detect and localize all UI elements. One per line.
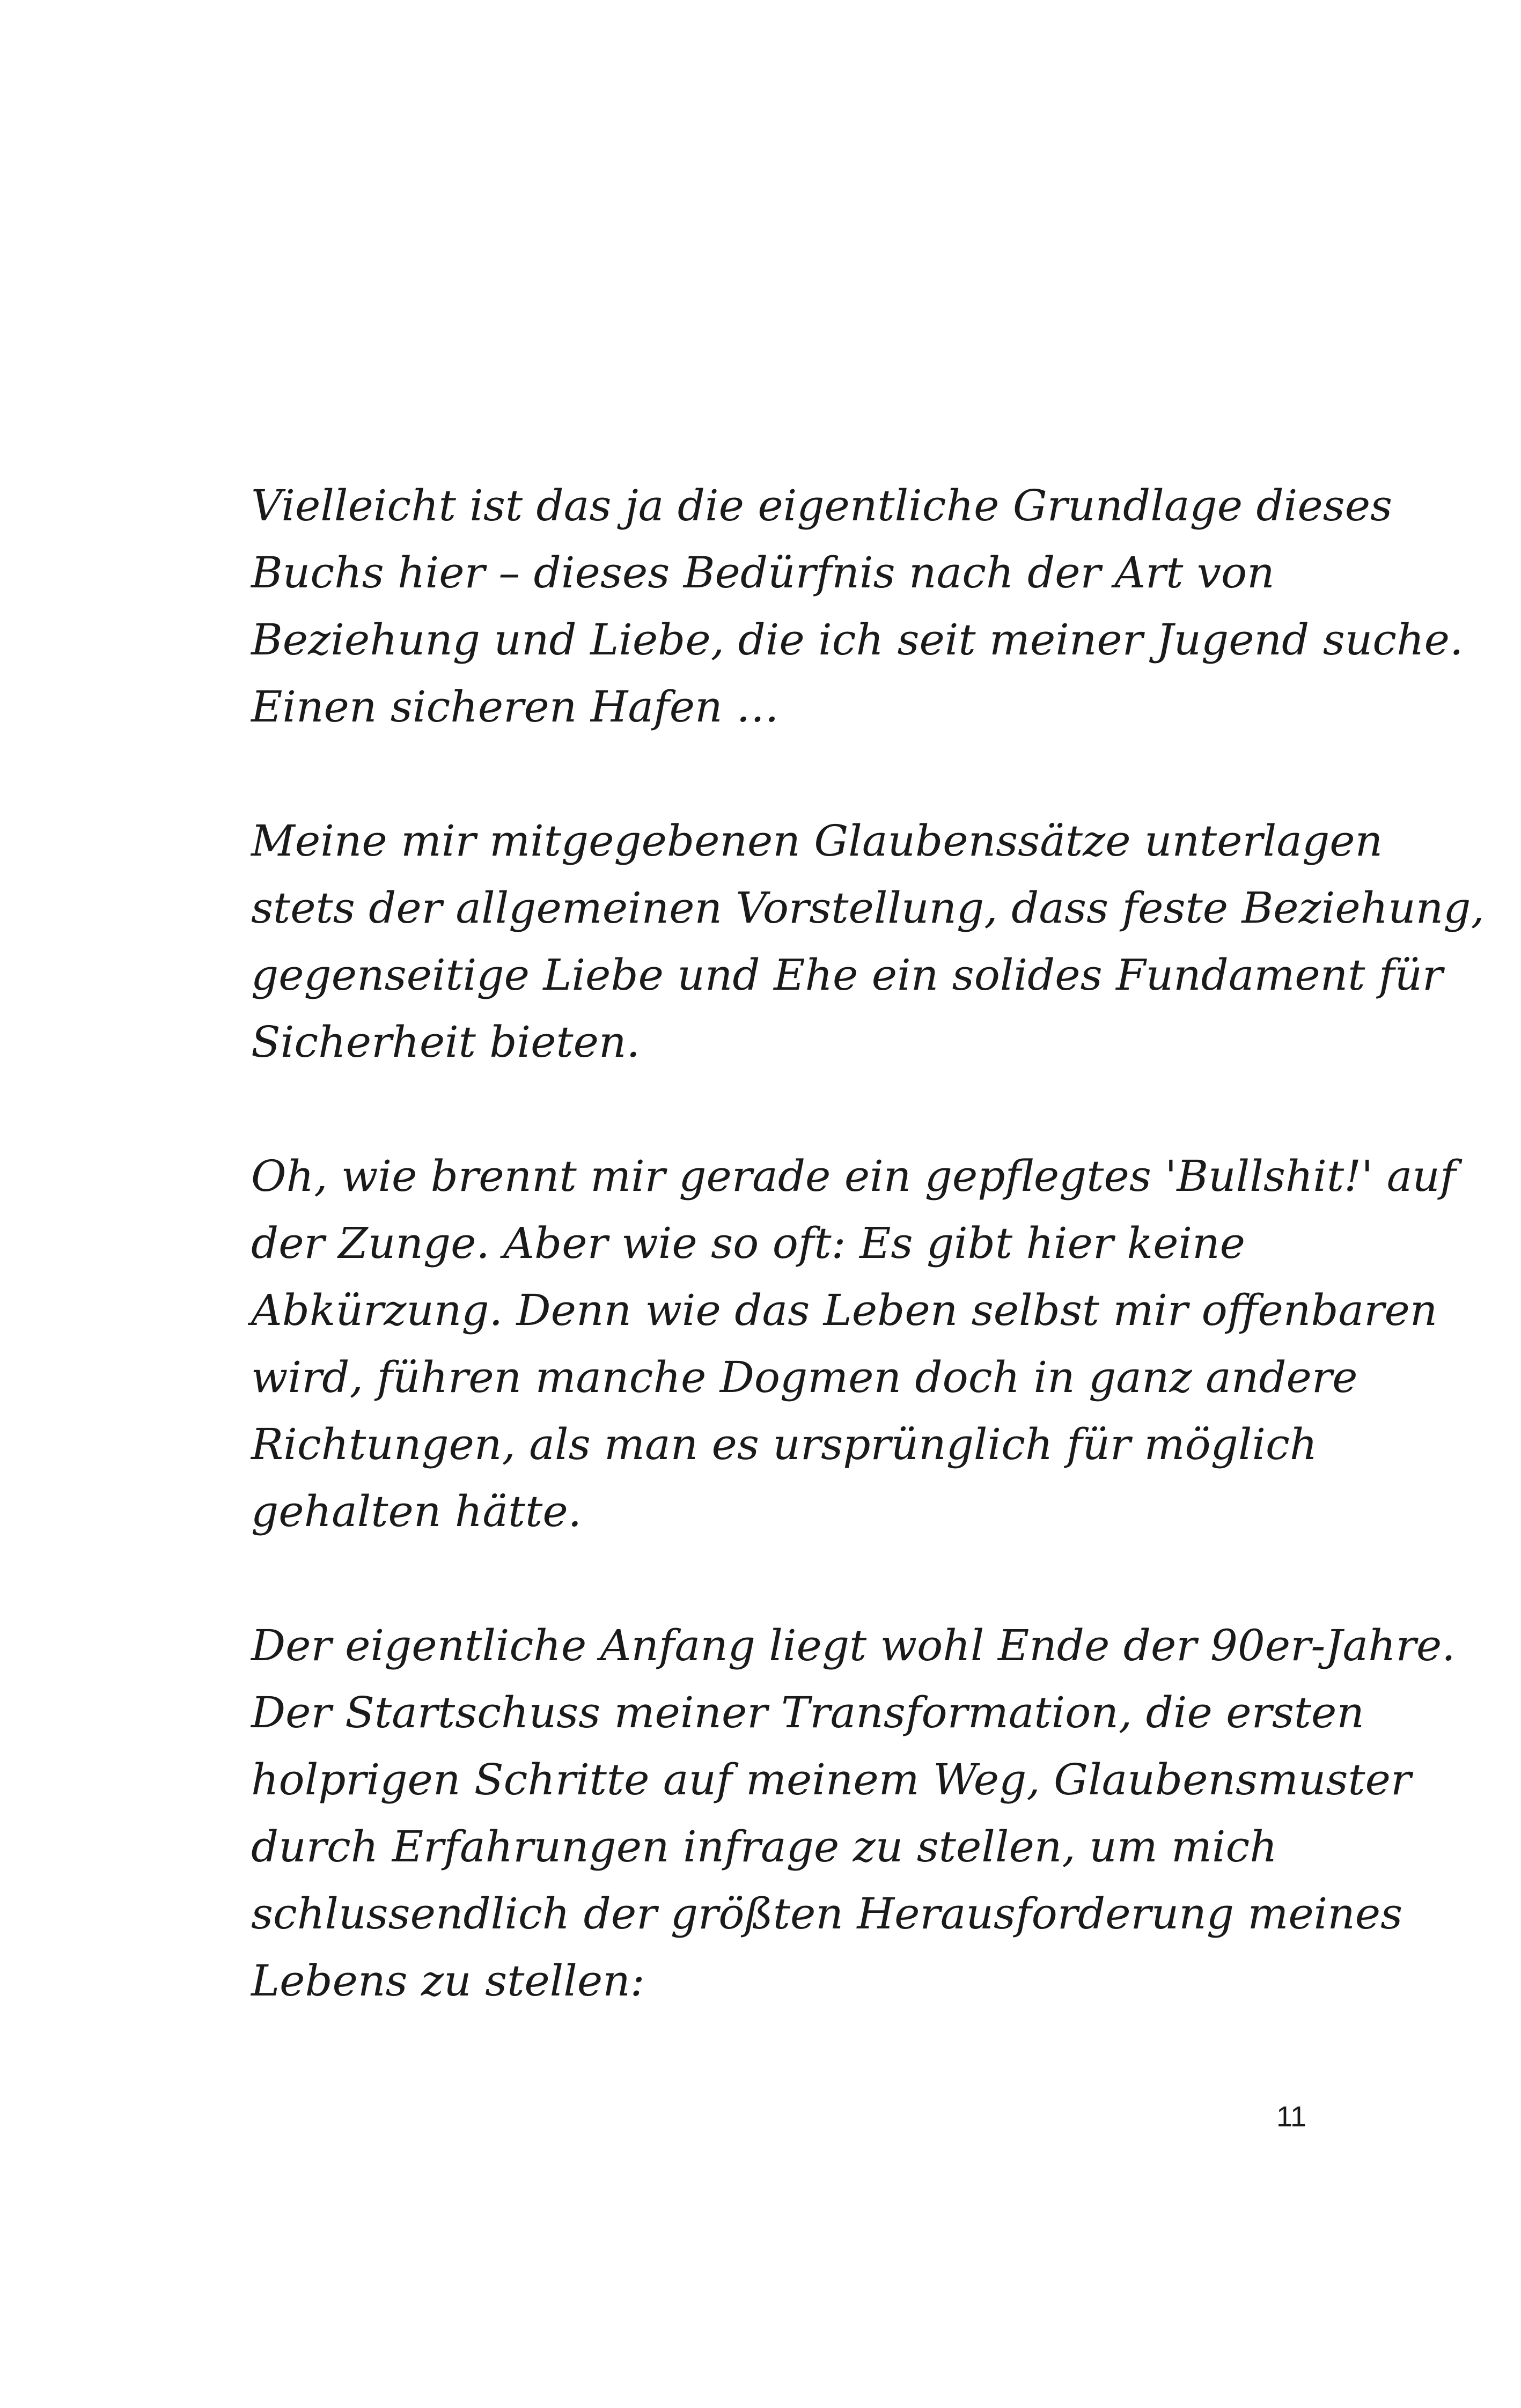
paragraph-4 xyxy=(251,1612,1456,2014)
text-line: Richtungen, als man es ursprünglich für möglich xyxy=(251,1419,1318,1469)
text-line: Buchs hier – dieses Bedürfnis nach der Art von xyxy=(251,548,1275,598)
text-line: gehalten hätte. xyxy=(251,1486,582,1536)
text-line: Beziehung und Liebe, die ich seit meiner Jugend suche. xyxy=(251,615,1464,665)
paragraph-1 xyxy=(251,472,1464,740)
paragraph-2 xyxy=(251,807,1485,1076)
text-line: Einen sicheren Hafen … xyxy=(251,682,780,732)
text-line: Der eigentliche Anfang liegt wohl Ende der 90er-Jahre. xyxy=(251,1621,1456,1670)
text-line: stets der allgemeinen Vorstellung, dass feste Beziehung, xyxy=(251,883,1485,933)
text-line: Der Startschuss meiner Transformation, die ersten xyxy=(251,1688,1364,1737)
text-line: schlussendlich der größten Herausforderung meines xyxy=(251,1889,1403,1939)
text-line: der Zunge. Aber wie so oft: Es gibt hier keine xyxy=(251,1218,1245,1268)
page-number: 11 xyxy=(1276,2101,1306,2133)
text-line: Oh, wie brennt mir gerade ein gepflegtes 'Bullshit!' auf xyxy=(251,1151,1456,1201)
text-line: Sicherheit bieten. xyxy=(251,1017,640,1067)
text-line: Meine mir mitgegebenen Glaubenssätze unterlagen xyxy=(251,816,1383,866)
text-line: holprigen Schritte auf meinem Weg, Glaubensmuster xyxy=(251,1755,1412,1805)
paragraph-3 xyxy=(251,1143,1456,1545)
text-line: Vielleicht ist das ja die eigentliche Grundlage dieses xyxy=(251,481,1393,531)
body-text xyxy=(251,472,1485,2014)
text-line: durch Erfahrungen infrage zu stellen, um mich xyxy=(251,1822,1277,1872)
text-line: gegenseitige Liebe und Ehe ein solides Fundament für xyxy=(251,950,1443,1000)
text-line: Lebens zu stellen: xyxy=(251,1956,645,2006)
text-line: Abkürzung. Denn wie das Leben selbst mir offenbaren xyxy=(251,1285,1438,1335)
text-line: wird, führen manche Dogmen doch in ganz andere xyxy=(251,1352,1358,1402)
